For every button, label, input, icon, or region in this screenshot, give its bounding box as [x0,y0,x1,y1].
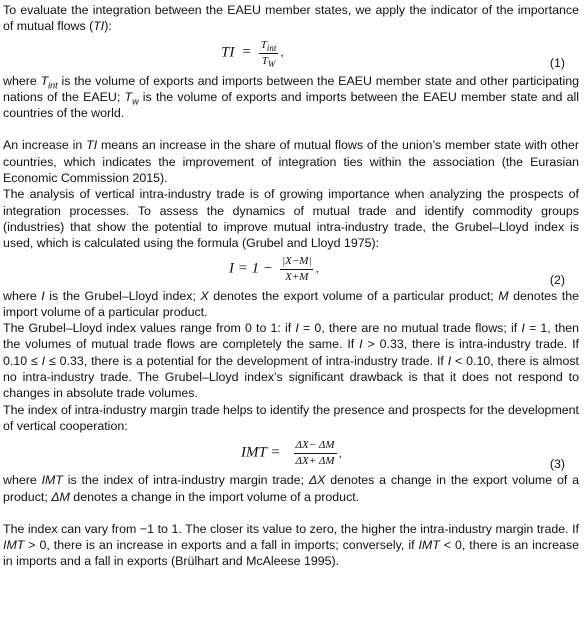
paragraph-text: denotes a change in the export volume of a product; [3,473,579,504]
paragraph-text: is the volume of exports and imports between the EAEU member state and other participating nations of the EAEU; [3,73,579,104]
equation-1 [3,35,579,73]
paragraph-text: ): [104,19,112,34]
variable-imt: IMT [3,538,25,553]
paragraph-text: < 0, there is an increase in imports and a fall in exports (Brülhart and McAleese 1995). [3,538,579,569]
equation-1-formula [221,39,284,68]
variable-i: I [295,321,299,336]
paragraph-gap [3,505,579,521]
equation-number: (2) [549,272,565,287]
numerator-symbol: T [260,38,267,51]
variable-subscript: w [132,96,139,107]
paragraph-text: denotes the import volume of a particular product. [3,288,580,319]
paragraph-text: An increase in [3,138,87,153]
fraction-numerator: |X−M| [280,255,313,270]
variable-x: X [200,288,209,303]
paragraph-text: denotes a change in the import volume of a product. [69,489,360,504]
variable-imt: IMT [418,538,440,553]
paragraph-text: > 0, there is an increase in exports and a fall in imports; conversely, if [24,538,419,553]
paragraph-ti-meaning [3,137,579,186]
fraction-numerator: ΔX− ΔM [294,439,337,454]
variable-symbol: T [40,73,49,88]
paragraph-text: To evaluate the integration between the EAEU member states, we apply the indicator of the importance of mutual flows ( [3,3,579,34]
fraction-denominator [259,54,279,68]
fraction-numerator [259,39,279,54]
denominator-symbol: T [261,54,268,67]
paragraph-text: where [3,288,42,303]
variable-imt: IMT [41,473,63,488]
paragraph-index-values [3,320,579,401]
variable-i: I [41,353,46,368]
variable-ti: TI [93,19,105,34]
paragraph-text: = 1, then the volumes of mutual trade flows are completely the same. If [3,321,579,352]
fraction [259,39,279,68]
paragraph-text: denotes the export volume of a particular product; [208,288,499,303]
fraction-denominator: ΔX+ ΔM [295,455,335,468]
variable-i: I [359,337,363,352]
equation-lhs: TI [221,43,235,60]
paragraph-text: = 0, there are no mutual trade flows; if [298,321,522,336]
numerator-subscript: int [266,42,277,53]
equation-comma: , [315,260,319,275]
paragraph-grubel-lloyd-intro: The analysis of vertical intra-industry trade is of growing importance when analyzing the prospects of integration processes. To assess the dynamics of mutual trade and identify commodity groups (industries) that show the potential to improve mutual intra-industry trade, the Grubel–Lloyd index is used, which is calculated using the formula (Grubel and Lloyd 1975): [3,187,579,251]
document-body [3,2,579,570]
paragraph-text: ≤ 0.33, there is a potential for the development of intra-industry trade. If [45,353,448,368]
equation-number: (3) [549,457,565,472]
paragraph-text: is the Grubel–Lloyd index; [44,288,201,303]
equation-2-formula [229,255,319,284]
paragraph-gap [3,121,579,137]
equation-2 [3,252,579,288]
equation-comma: , [338,445,342,460]
variable-ti: TI [86,138,98,153]
paragraph-text: > 0.33, there is intra-industry trade. If 0.10 ≤ [3,337,579,368]
paragraph-text: means an increase in the share of mutual flows of the union’s member state with other countries, which indicates the improvement of integration ties within the association (the Eurasian Economic Commission 2015). [3,138,579,186]
equation-number: (1) [549,55,565,70]
variable-m: M [498,288,509,303]
denominator-subscript: W [267,58,276,69]
paragraph-text: The Grubel–Lloyd index values range from 0 to 1: if [3,321,296,336]
variable-i: I [41,288,45,303]
paragraph-imt-range [3,521,579,570]
paragraph-text: where [3,73,41,88]
variable-subscript: int [48,80,58,91]
variable-i: I [521,321,525,336]
paragraph-definitions-1 [3,73,579,122]
paragraph-intro [3,2,579,35]
paragraph-text: < 0.10, there is almost no intra-industry trade. The Grubel–Lloyd index’s significant drawback is that it does not respond to changes in absolute trade volumes. [3,353,579,401]
equation-comma: , [280,44,284,59]
fraction [294,439,337,468]
paragraph-text: is the index of intra-industry margin trade; [62,473,309,488]
equation-3-formula [241,439,342,468]
paragraph-text: where [3,473,42,488]
paragraph-definitions-2 [3,288,579,321]
equals-sign: = [241,43,252,60]
equation-lhs: I = 1 − [229,259,273,276]
variable-delta-m: ΔM [51,489,70,504]
variable-symbol: T [124,89,133,104]
paragraph-definitions-3 [3,472,579,505]
fraction [280,255,313,284]
variable-i: I [447,353,452,368]
equation-lhs: IMT = [241,444,281,461]
variable-t-int [40,73,58,91]
paragraph-text: The index can vary from −1 to 1. The closer its value to zero, the higher the intra-industry margin trade. If [3,521,579,536]
equation-3 [3,434,579,472]
variable-delta-x: ΔX [308,473,326,488]
variable-t-w [124,89,139,107]
fraction-denominator: X+M [285,270,309,283]
paragraph-text: is the volume of exports and imports between the EAEU member state and all countries of the world. [3,89,579,121]
paragraph-imt-intro: The index of intra-industry margin trade helps to identify the presence and prospects for the development of vertical cooperation: [3,402,579,433]
